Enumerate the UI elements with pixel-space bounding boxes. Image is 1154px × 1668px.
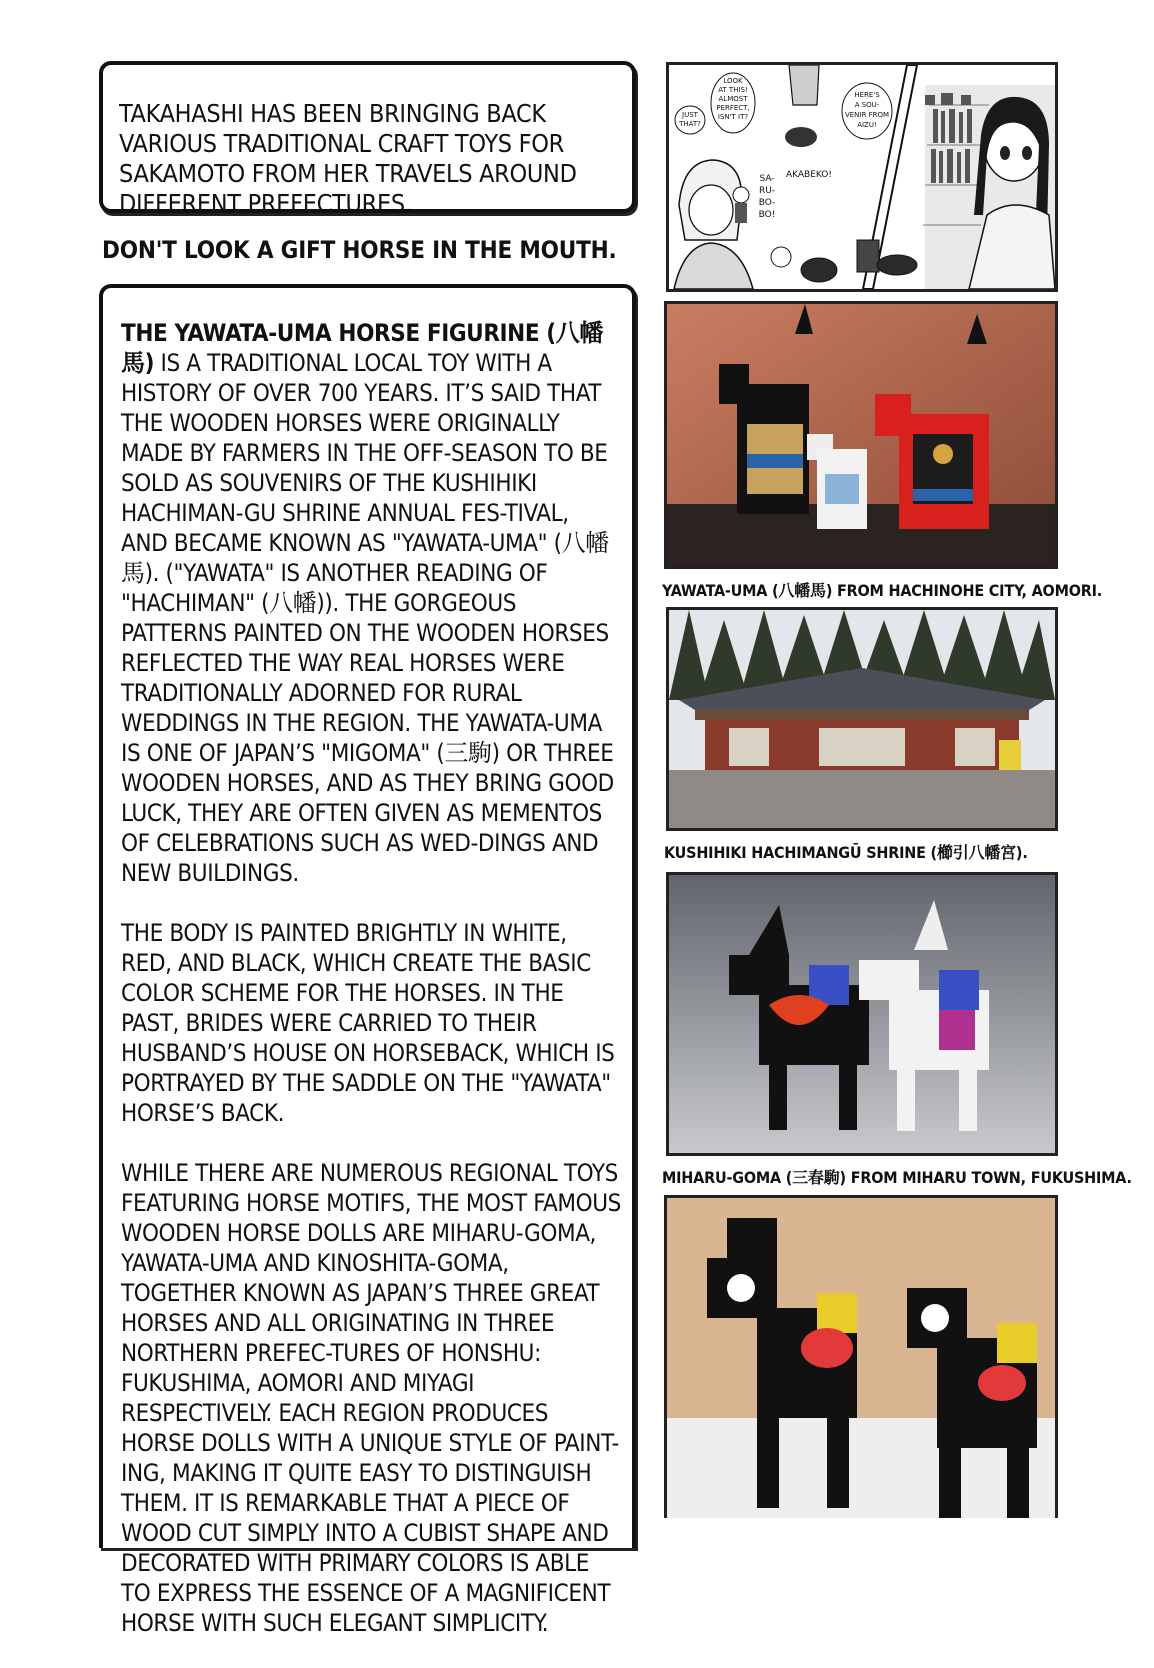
shrine-photo: [666, 607, 1058, 831]
bubble-3-line-1: HERE'S: [854, 91, 880, 99]
sfx-sarubobo-1: SA-: [759, 174, 775, 184]
kinoshita-goma-figurines-image: [667, 1198, 1055, 1518]
sfx-sarubobo-3: BO-: [758, 198, 776, 208]
intro-text: TAKAHASHI HAS BEEN BRINGING BACK VARIOUS TRADITIONAL CRAFT TOYS FOR SAKAMOTO FROM HER TRAVELS AROUND DIFFERENT PREFECTURES.: [119, 99, 577, 218]
miharu-goma-caption: MIHARU-GOMA (三春駒) FROM MIHARU TOWN, FUKUSHIMA.: [662, 1168, 1132, 1187]
miharu-goma-photo: [666, 872, 1058, 1156]
article-text: [121, 318, 621, 1668]
kushihiki-shrine-image: [669, 610, 1055, 828]
bubble-2-line-1: LOOK: [723, 77, 743, 85]
intro-caption-box: [99, 61, 636, 218]
article-paragraph-1: [121, 318, 621, 888]
bubble-2-line-4: PERFECT,: [716, 104, 750, 112]
bubble-3-line-2: A SOU-: [854, 101, 880, 109]
manga-illustration: [669, 65, 1055, 289]
manga-panel: [666, 62, 1058, 292]
yawata-uma-photo: [664, 301, 1058, 569]
bubble-3-line-4: AIZU!: [857, 121, 877, 129]
yawata-uma-figurines-image: [667, 304, 1055, 566]
bubble-1-line-1: JUST: [682, 111, 698, 119]
bubble-2-line-2: AT THIS!: [718, 86, 748, 94]
kinoshita-goma-photo: [664, 1195, 1058, 1518]
section-heading: DON'T LOOK A GIFT HORSE IN THE MOUTH.: [102, 236, 617, 264]
article-paragraph-1-body: IS A TRADITIONAL LOCAL TOY WITH A HISTORY OF OVER 700 YEARS. IT’S SAID THAT THE WOODEN HORSES WERE ORIGINALLY MADE BY FARMERS IN THE OFF-SEASON TO BE SOLD AS SOUVENIRS OF THE KUSHIHIKI HACHIMAN-GU SHRINE ANNUAL FES-TIVAL, AND BECAME KNOWN AS "YAWATA-UMA" (八幡馬). ("YAWATA" IS ANOTHER READING OF "HACHIMAN" (八幡)). THE GORGEOUS PATTERNS PAINTED ON THE WOODEN HORSES REFLECTED THE WAY REAL HORSES WERE TRADITIONALLY ADORNED FOR RURAL WEDDINGS IN THE REGION. THE YAWATA-UMA IS ONE OF JAPAN’S "MIGOMA" (三駒) OR THREE WOODEN HORSES, AND AS THEY BRING GOOD LUCK, THEY ARE OFTEN GIVEN AS MEMENTOS OF CELEBRATIONS SUCH AS WED-DINGS AND NEW BUILDINGS.: [121, 349, 614, 887]
bubble-1-line-2: THAT?: [679, 120, 701, 128]
article-lead: THE YAWATA-UMA HORSE FIGURINE (八幡馬): [121, 319, 603, 377]
miharu-goma-figurines-image: [669, 875, 1055, 1153]
sfx-sarubobo-2: RU-: [758, 186, 776, 196]
sfx-akabeko: AKABEKO!: [785, 170, 833, 180]
article-paragraph-2: THE BODY IS PAINTED BRIGHTLY IN WHITE, RED, AND BLACK, WHICH CREATE THE BASIC COLOR SCHEME FOR THE HORSES. IN THE PAST, BRIDES WERE CARRIED TO THEIR HUSBAND’S HOUSE ON HORSEBACK, WHICH IS PORTRAYED BY THE SADDLE ON THE "YAWATA" HORSE’S BACK.: [121, 919, 615, 1127]
shrine-caption: KUSHIHIKI HACHIMANGŪ SHRINE (櫛引八幡宮).: [664, 843, 1028, 862]
bubble-2-line-3: ALMOST: [718, 95, 748, 103]
sfx-sarubobo-4: BO!: [758, 210, 776, 220]
yawata-uma-caption: YAWATA-UMA (八幡馬) FROM HACHINOHE CITY, AOMORI.: [662, 581, 1103, 600]
bubble-2-line-5: ISN'T IT?: [717, 113, 749, 121]
article-paragraph-3: WHILE THERE ARE NUMEROUS REGIONAL TOYS FEATURING HORSE MOTIFS, THE MOST FAMOUS WOODEN HORSE DOLLS ARE MIHARU-GOMA, YAWATA-UMA AND KINOSHITA-GOMA, TOGETHER KNOWN AS JAPAN’S THREE GREAT HORSES AND ALL ORIGINATING IN THREE NORTHERN PREFEC-TURES OF HONSHU: FUKUSHIMA, AOMORI AND MIYAGI RESPECTIVELY. EACH REGION PRODUCES HORSE DOLLS WITH A UNIQUE STYLE OF PAINT-ING, MAKING IT QUITE EASY TO DISTINGUISH THEM. IT IS REMARKABLE THAT A PIECE OF WOOD CUT SIMPLY INTO A CUBIST SHAPE AND DECORATED WITH PRIMARY COLORS IS ABLE TO EXPRESS THE ESSENCE OF A MAGNIFICENT HORSE WITH SUCH ELEGANT SIMPLICITY.: [121, 1159, 621, 1637]
article-box: [99, 284, 636, 1637]
bubble-3-line-3: VENIR FROM: [844, 111, 890, 119]
